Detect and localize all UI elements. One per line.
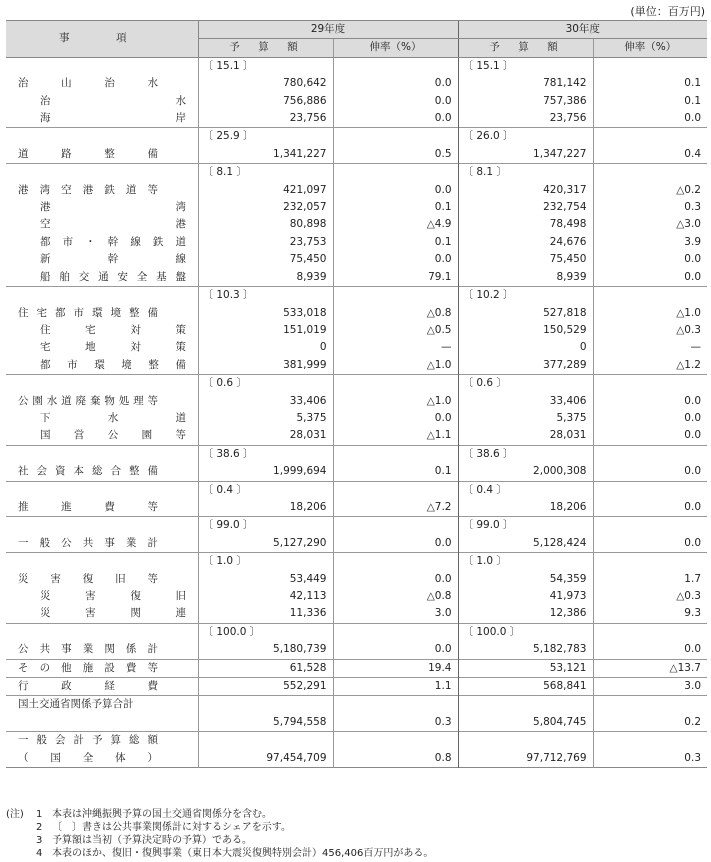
footnote-2: 2 〔 〕書きは公共事業関係計に対するシェアを示す。 <box>36 822 291 833</box>
sub-item-label: 空港 <box>40 218 186 231</box>
share-row <box>6 57 707 75</box>
header-row-years <box>6 21 707 39</box>
fy29-budget-header: 予 算 額 <box>198 39 333 57</box>
fy29-rate: 0.3 <box>333 714 458 732</box>
fy29-rate: 0.0 <box>333 93 458 110</box>
sub-item-label: 災害関連 <box>40 607 186 620</box>
fy29-rate-header: 伸率（%） <box>333 39 458 57</box>
fy29-budget: 28,031 <box>198 427 333 445</box>
item-label: 災害復旧等 <box>18 572 158 585</box>
item-label: 道路整備 <box>18 147 158 160</box>
fy30-rate: △0.2 <box>593 182 707 199</box>
fy29-budget: 381,999 <box>198 357 333 375</box>
fy29-budget: 151,019 <box>198 322 333 339</box>
table-row <box>6 146 707 164</box>
fy30-budget: 54,359 <box>458 571 593 588</box>
sub-item-label: 新幹線 <box>40 253 186 266</box>
fy29-rate: 0.8 <box>333 750 458 768</box>
sub-item-label: 宅地対策 <box>40 341 186 354</box>
table-row <box>6 182 707 199</box>
fy29-budget: 42,113 <box>198 588 333 605</box>
fy30-rate: △1.2 <box>593 357 707 375</box>
item-label: 行政経費 <box>18 680 158 693</box>
table-row <box>6 357 707 375</box>
fy29-budget: 5,180,739 <box>198 641 333 659</box>
table-row <box>6 305 707 322</box>
fy29-budget: 33,406 <box>198 393 333 410</box>
share-value: 〔 8.1 〕 <box>462 166 507 179</box>
table-row <box>6 216 707 233</box>
fy30-rate: — <box>593 339 707 356</box>
fy30-budget: 41,973 <box>458 588 593 605</box>
fy30-budget: 757,386 <box>458 93 593 110</box>
fy30-budget: 5,375 <box>458 410 593 427</box>
table-row <box>6 75 707 92</box>
item-label: 治山治水 <box>18 77 158 90</box>
share-value: 〔 15.1 〕 <box>462 59 514 72</box>
table-row <box>6 110 707 128</box>
table-row <box>6 199 707 216</box>
fy30-budget: 53,121 <box>458 659 593 677</box>
table-row <box>6 251 707 268</box>
sub-item-label: 都市環境整備 <box>40 358 186 371</box>
footnote-3: 3 予算額は当初（予算決定時の予算）である。 <box>36 835 252 846</box>
fy30-rate: 0.0 <box>593 427 707 445</box>
item-label: 推進費等 <box>18 500 158 513</box>
table-row <box>6 93 707 110</box>
share-value: 〔 0.6 〕 <box>202 377 247 390</box>
fy29-budget: 61,528 <box>198 659 333 677</box>
fy30-rate: △13.7 <box>593 659 707 677</box>
fy30-budget: 420,317 <box>458 182 593 199</box>
table-row <box>6 588 707 605</box>
share-row <box>6 623 707 641</box>
fy29-budget: 23,756 <box>198 110 333 128</box>
footnotes <box>6 808 433 860</box>
table-row <box>6 605 707 623</box>
table-row <box>6 499 707 517</box>
fy29-rate: 0.0 <box>333 535 458 553</box>
fy30-header: 30年度 <box>458 21 707 39</box>
fy29-budget: 421,097 <box>198 182 333 199</box>
fy29-budget: 756,886 <box>198 93 333 110</box>
fy30-rate: 0.2 <box>593 714 707 732</box>
sub-item-label: 港湾 <box>40 201 186 214</box>
footnote-head: (注) <box>6 809 24 820</box>
fy30-rate: 0.0 <box>593 251 707 268</box>
fy29-budget: 232,057 <box>198 199 333 216</box>
fy29-budget: 533,018 <box>198 305 333 322</box>
share-value: 〔 100.0 〕 <box>462 625 521 638</box>
item-label: 港湾空港鉄道等 <box>18 183 158 196</box>
fy29-budget: 97,454,709 <box>198 750 333 768</box>
share-value: 〔 100.0 〕 <box>202 625 261 638</box>
share-value: 〔 26.0 〕 <box>462 130 514 143</box>
share-row <box>6 287 707 305</box>
share-row <box>6 517 707 535</box>
fy30-rate: 0.0 <box>593 393 707 410</box>
fy30-budget: 568,841 <box>458 678 593 696</box>
table-row <box>6 322 707 339</box>
fy29-rate: 19.4 <box>333 659 458 677</box>
fy30-rate: 3.9 <box>593 234 707 251</box>
fy30-budget: 12,386 <box>458 605 593 623</box>
table-row <box>6 535 707 553</box>
fy29-rate: △0.8 <box>333 588 458 605</box>
fy29-rate: 0.5 <box>333 146 458 164</box>
fy29-budget: 80,898 <box>198 216 333 233</box>
fy29-rate: 0.0 <box>333 251 458 268</box>
fy29-rate: 0.0 <box>333 75 458 92</box>
table-row <box>6 571 707 588</box>
sub-item-label: 住宅対策 <box>40 323 186 336</box>
fy30-budget: 18,206 <box>458 499 593 517</box>
fy30-rate: 0.0 <box>593 641 707 659</box>
fy30-budget: 5,804,745 <box>458 714 593 732</box>
fy30-rate: 0.0 <box>593 110 707 128</box>
fy30-budget: 28,031 <box>458 427 593 445</box>
fy29-budget: 1,341,227 <box>198 146 333 164</box>
fy30-budget: 24,676 <box>458 234 593 251</box>
fy29-rate: △7.2 <box>333 499 458 517</box>
fy29-budget: 75,450 <box>198 251 333 268</box>
fy29-rate: 0.0 <box>333 641 458 659</box>
item-label: 一般公共事業計 <box>18 536 158 549</box>
fy29-rate: △1.0 <box>333 393 458 410</box>
share-row <box>6 128 707 146</box>
fy30-rate: 3.0 <box>593 678 707 696</box>
table-row <box>6 678 707 696</box>
fy29-rate: — <box>333 339 458 356</box>
sub-item-label: 都市・幹線鉄道 <box>40 235 186 248</box>
fy30-budget: 97,712,769 <box>458 750 593 768</box>
fy29-rate: 1.1 <box>333 678 458 696</box>
general-total-sublabel: （国全体） <box>18 751 158 764</box>
sub-item-label: 海岸 <box>40 112 186 125</box>
share-value: 〔 0.4 〕 <box>202 483 247 496</box>
table-row <box>6 269 707 287</box>
share-row <box>6 164 707 182</box>
share-value: 〔 8.1 〕 <box>202 166 247 179</box>
fy30-budget: 527,818 <box>458 305 593 322</box>
item-label: 社会資本総合整備 <box>18 465 158 478</box>
item-label: 一般会計予算総額 <box>18 734 158 747</box>
fy30-budget: 781,142 <box>458 75 593 92</box>
fy29-budget: 5,127,290 <box>198 535 333 553</box>
mlit-total-label-row <box>6 696 707 714</box>
table-row <box>6 641 707 659</box>
fy30-rate: 0.3 <box>593 199 707 216</box>
fy29-rate: 0.0 <box>333 182 458 199</box>
fy30-budget: 2,000,308 <box>458 463 593 481</box>
item-label: 住宅都市環境整備 <box>18 306 158 319</box>
fy30-budget: 75,450 <box>458 251 593 268</box>
item-label: その他施設費等 <box>18 661 158 674</box>
fy29-rate: 0.1 <box>333 463 458 481</box>
table-row <box>6 659 707 677</box>
fy30-rate: 0.4 <box>593 146 707 164</box>
fy29-rate: 3.0 <box>333 605 458 623</box>
share-value: 〔 15.1 〕 <box>202 59 254 72</box>
share-value: 〔 1.0 〕 <box>462 555 507 568</box>
fy29-budget: 11,336 <box>198 605 333 623</box>
fy30-rate: 0.0 <box>593 535 707 553</box>
fy30-rate: 0.0 <box>593 410 707 427</box>
sub-item-label: 災害復旧 <box>40 590 186 602</box>
fy30-budget: 0 <box>458 339 593 356</box>
fy30-rate: 0.3 <box>593 750 707 768</box>
fy29-budget: 0 <box>198 339 333 356</box>
fy30-budget: 78,498 <box>458 216 593 233</box>
table-row <box>6 427 707 445</box>
fy30-budget: 5,128,424 <box>458 535 593 553</box>
share-row <box>6 481 707 499</box>
fy30-rate: △3.0 <box>593 216 707 233</box>
fy30-budget: 5,182,783 <box>458 641 593 659</box>
footnote-1: (注) 1 本表は沖縄振興予算の国土交通省関係分を含む。 <box>6 809 272 820</box>
table-row <box>6 339 707 356</box>
sub-item-label: 船舶交通安全基盤 <box>40 270 186 283</box>
fy29-rate: 0.1 <box>333 234 458 251</box>
fy30-budget: 377,289 <box>458 357 593 375</box>
fy29-rate: 0.1 <box>333 199 458 216</box>
fy29-rate: △1.1 <box>333 427 458 445</box>
fy30-rate: 0.1 <box>593 93 707 110</box>
share-value: 〔 10.2 〕 <box>462 289 514 302</box>
fy30-rate: 9.3 <box>593 605 707 623</box>
item-label: 公園水道廃棄物処理等 <box>18 394 158 407</box>
fy29-rate: △0.5 <box>333 322 458 339</box>
fy30-budget-header: 予 算 額 <box>458 39 593 57</box>
item-label: 公共事業関係計 <box>18 643 158 656</box>
sub-item-label: 下水道 <box>40 411 186 424</box>
unit-label: (単位：百万円) <box>630 5 705 18</box>
fy30-budget: 1,347,227 <box>458 146 593 164</box>
fy30-budget: 232,754 <box>458 199 593 216</box>
share-value: 〔 0.6 〕 <box>462 377 507 390</box>
fy29-rate: △4.9 <box>333 216 458 233</box>
fy30-rate: 0.0 <box>593 269 707 287</box>
share-row <box>6 553 707 571</box>
sub-item-label: 治水 <box>40 94 186 107</box>
share-value: 〔 38.6 〕 <box>202 447 254 460</box>
fy30-rate: △0.3 <box>593 588 707 605</box>
fy30-budget: 33,406 <box>458 393 593 410</box>
share-value: 〔 0.4 〕 <box>462 483 507 496</box>
mlit-total-row <box>6 714 707 732</box>
fy29-budget: 780,642 <box>198 75 333 92</box>
fy29-rate: △1.0 <box>333 357 458 375</box>
fy29-budget: 53,449 <box>198 571 333 588</box>
fy29-budget: 18,206 <box>198 499 333 517</box>
fy29-budget: 5,794,558 <box>198 714 333 732</box>
fy30-rate: 1.7 <box>593 571 707 588</box>
fy30-rate: △1.0 <box>593 305 707 322</box>
fy29-budget: 1,999,694 <box>198 463 333 481</box>
fy29-rate: 79.1 <box>333 269 458 287</box>
general-total-row <box>6 732 707 750</box>
share-value: 〔 99.0 〕 <box>202 519 254 532</box>
fy30-rate: 0.0 <box>593 463 707 481</box>
fy29-budget: 5,375 <box>198 410 333 427</box>
fy29-rate: 0.0 <box>333 410 458 427</box>
share-value: 〔 38.6 〕 <box>462 447 514 460</box>
fy30-budget: 23,756 <box>458 110 593 128</box>
fy29-rate: △0.8 <box>333 305 458 322</box>
fy30-rate-header: 伸率（%） <box>593 39 707 57</box>
fy30-budget: 8,939 <box>458 269 593 287</box>
share-value: 〔 1.0 〕 <box>202 555 247 568</box>
fy29-budget: 8,939 <box>198 269 333 287</box>
table-row <box>6 410 707 427</box>
share-value: 〔 99.0 〕 <box>462 519 514 532</box>
sub-item-label: 国営公園等 <box>40 429 186 442</box>
fy29-budget: 23,753 <box>198 234 333 251</box>
general-total-row-2 <box>6 750 707 768</box>
mlit-total-label: 国土交通省関係予算合計 <box>6 696 198 714</box>
fy30-budget: 150,529 <box>458 322 593 339</box>
fy29-budget: 552,291 <box>198 678 333 696</box>
fy30-rate: 0.0 <box>593 499 707 517</box>
share-row <box>6 445 707 463</box>
fy29-rate: 0.0 <box>333 571 458 588</box>
share-value: 〔 25.9 〕 <box>202 130 254 143</box>
item-header: 事 項 <box>6 21 198 58</box>
table-row <box>6 463 707 481</box>
fy30-rate: △0.3 <box>593 322 707 339</box>
footnote-4: 4 本表のほか、復旧・復興事業（東日本大震災復興特別会計）456,406百万円がある。 <box>36 848 434 859</box>
fy30-rate: 0.1 <box>593 75 707 92</box>
budget-table <box>6 20 707 768</box>
share-row <box>6 375 707 393</box>
fy29-header: 29年度 <box>198 21 458 39</box>
table-row <box>6 234 707 251</box>
table-row <box>6 393 707 410</box>
share-value: 〔 10.3 〕 <box>202 289 254 302</box>
fy29-rate: 0.0 <box>333 110 458 128</box>
